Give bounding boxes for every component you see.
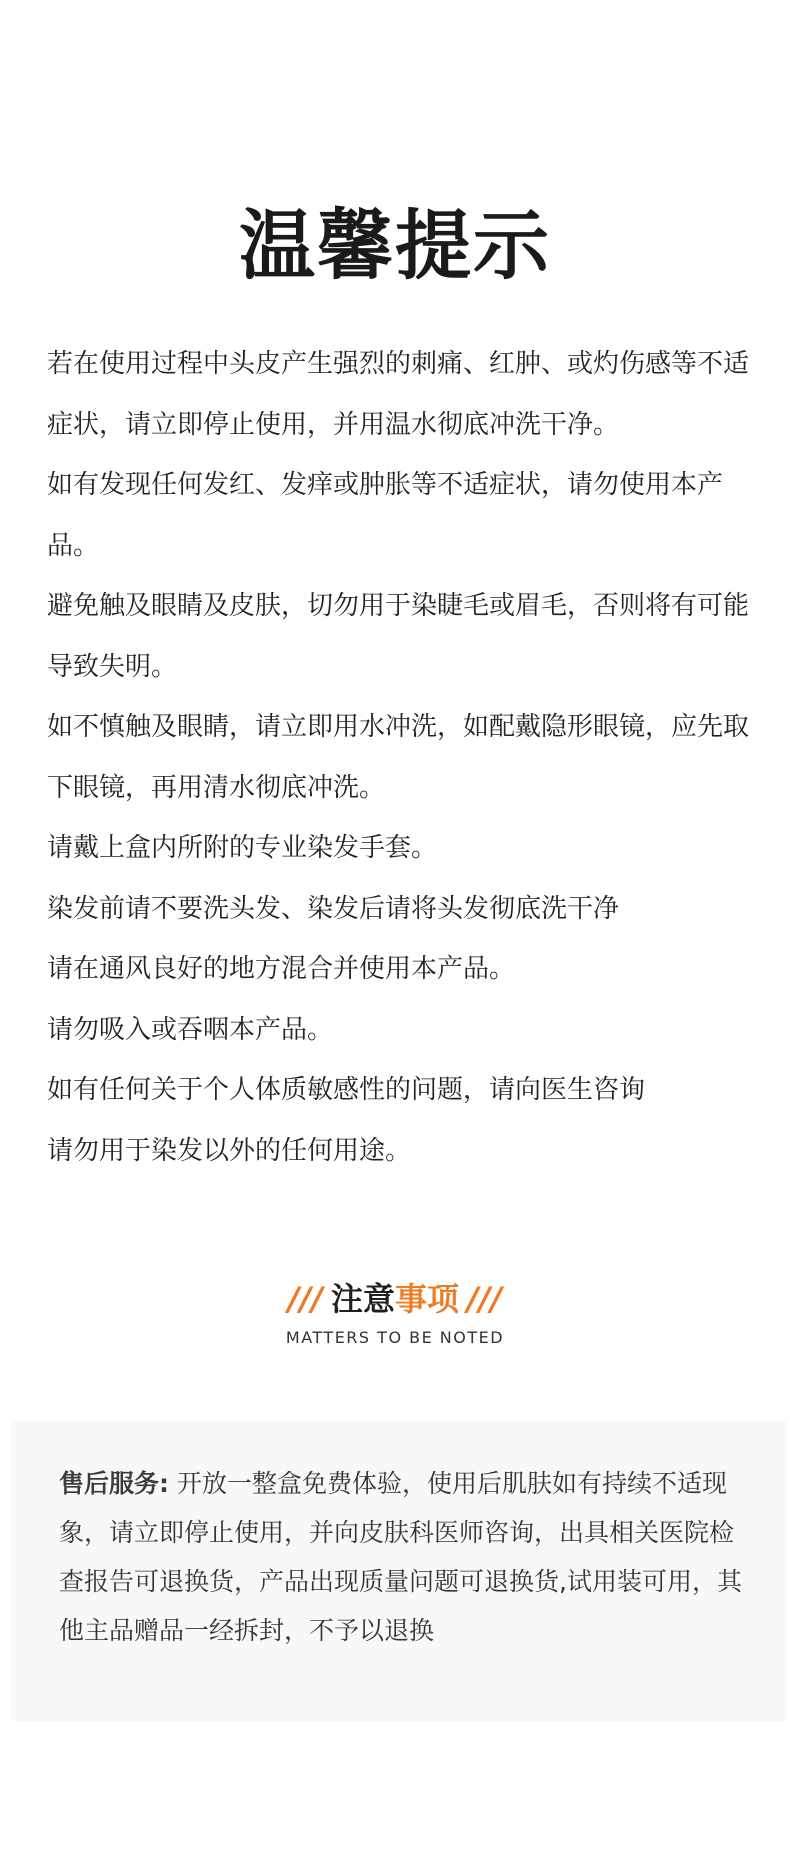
slash-decoration-left: /// (287, 1280, 323, 1318)
tip-item: 请在通风良好的地方混合并使用本产品。 (47, 954, 516, 984)
tip-item: 若在使用过程中头皮产生强烈的刺痛、红肿、或灼伤感等不适症状，请立即停止使用，并用温水彻底冲洗干净。 (47, 349, 750, 440)
tip-item: 如有发现任何发红、发痒或肿胀等不适症状，请勿使用本产品。 (47, 470, 724, 561)
after-sales-label: 售后服务: (59, 1469, 169, 1498)
tip-item: 请勿吸入或吞咽本产品。 (47, 1014, 334, 1045)
after-sales-body: 开放一整盒免费体验，使用后肌肤如有持续不适现象，请立即停止使用，并向皮肤科医师咨询，出具相关医院检查报告可退换货，产品出现质量问题可退换货,试用装可用，其他主品赠品一经拆封，不予以退换 (59, 1469, 742, 1645)
notice-title-accent: 事项 (395, 1280, 460, 1318)
notice-title-dark: 注意 (330, 1280, 395, 1318)
page-title: 温馨提示 (239, 200, 551, 290)
tip-item: 避免触及眼睛及皮肤，切勿用于染睫毛或眉毛，否则将有可能导致失明。 (47, 591, 750, 682)
after-sales-box (11, 1421, 786, 1721)
tip-item: 如有任何关于个人体质敏感性的问题，请向医生咨询 (47, 1075, 646, 1105)
notice-heading (0, 1277, 790, 1349)
after-sales-text (59, 1459, 749, 1655)
notice-heading-title (0, 1277, 790, 1321)
tip-item: 请勿用于染发以外的任何用途。 (47, 1135, 412, 1166)
notice-subtitle: MATTERS TO BE NOTED (285, 1328, 505, 1347)
tip-item: 请戴上盒内所附的专业染发手套。 (47, 833, 438, 863)
slash-decoration-right: /// (467, 1280, 503, 1318)
tip-item: 染发前请不要洗头发、染发后请将头发彻底洗干净 (47, 893, 620, 924)
tips-list (47, 334, 757, 1181)
tip-item: 如不慎触及眼睛，请立即用水冲洗，如配戴隐形眼镜，应先取下眼镜，再用清水彻底冲洗。 (47, 712, 750, 803)
